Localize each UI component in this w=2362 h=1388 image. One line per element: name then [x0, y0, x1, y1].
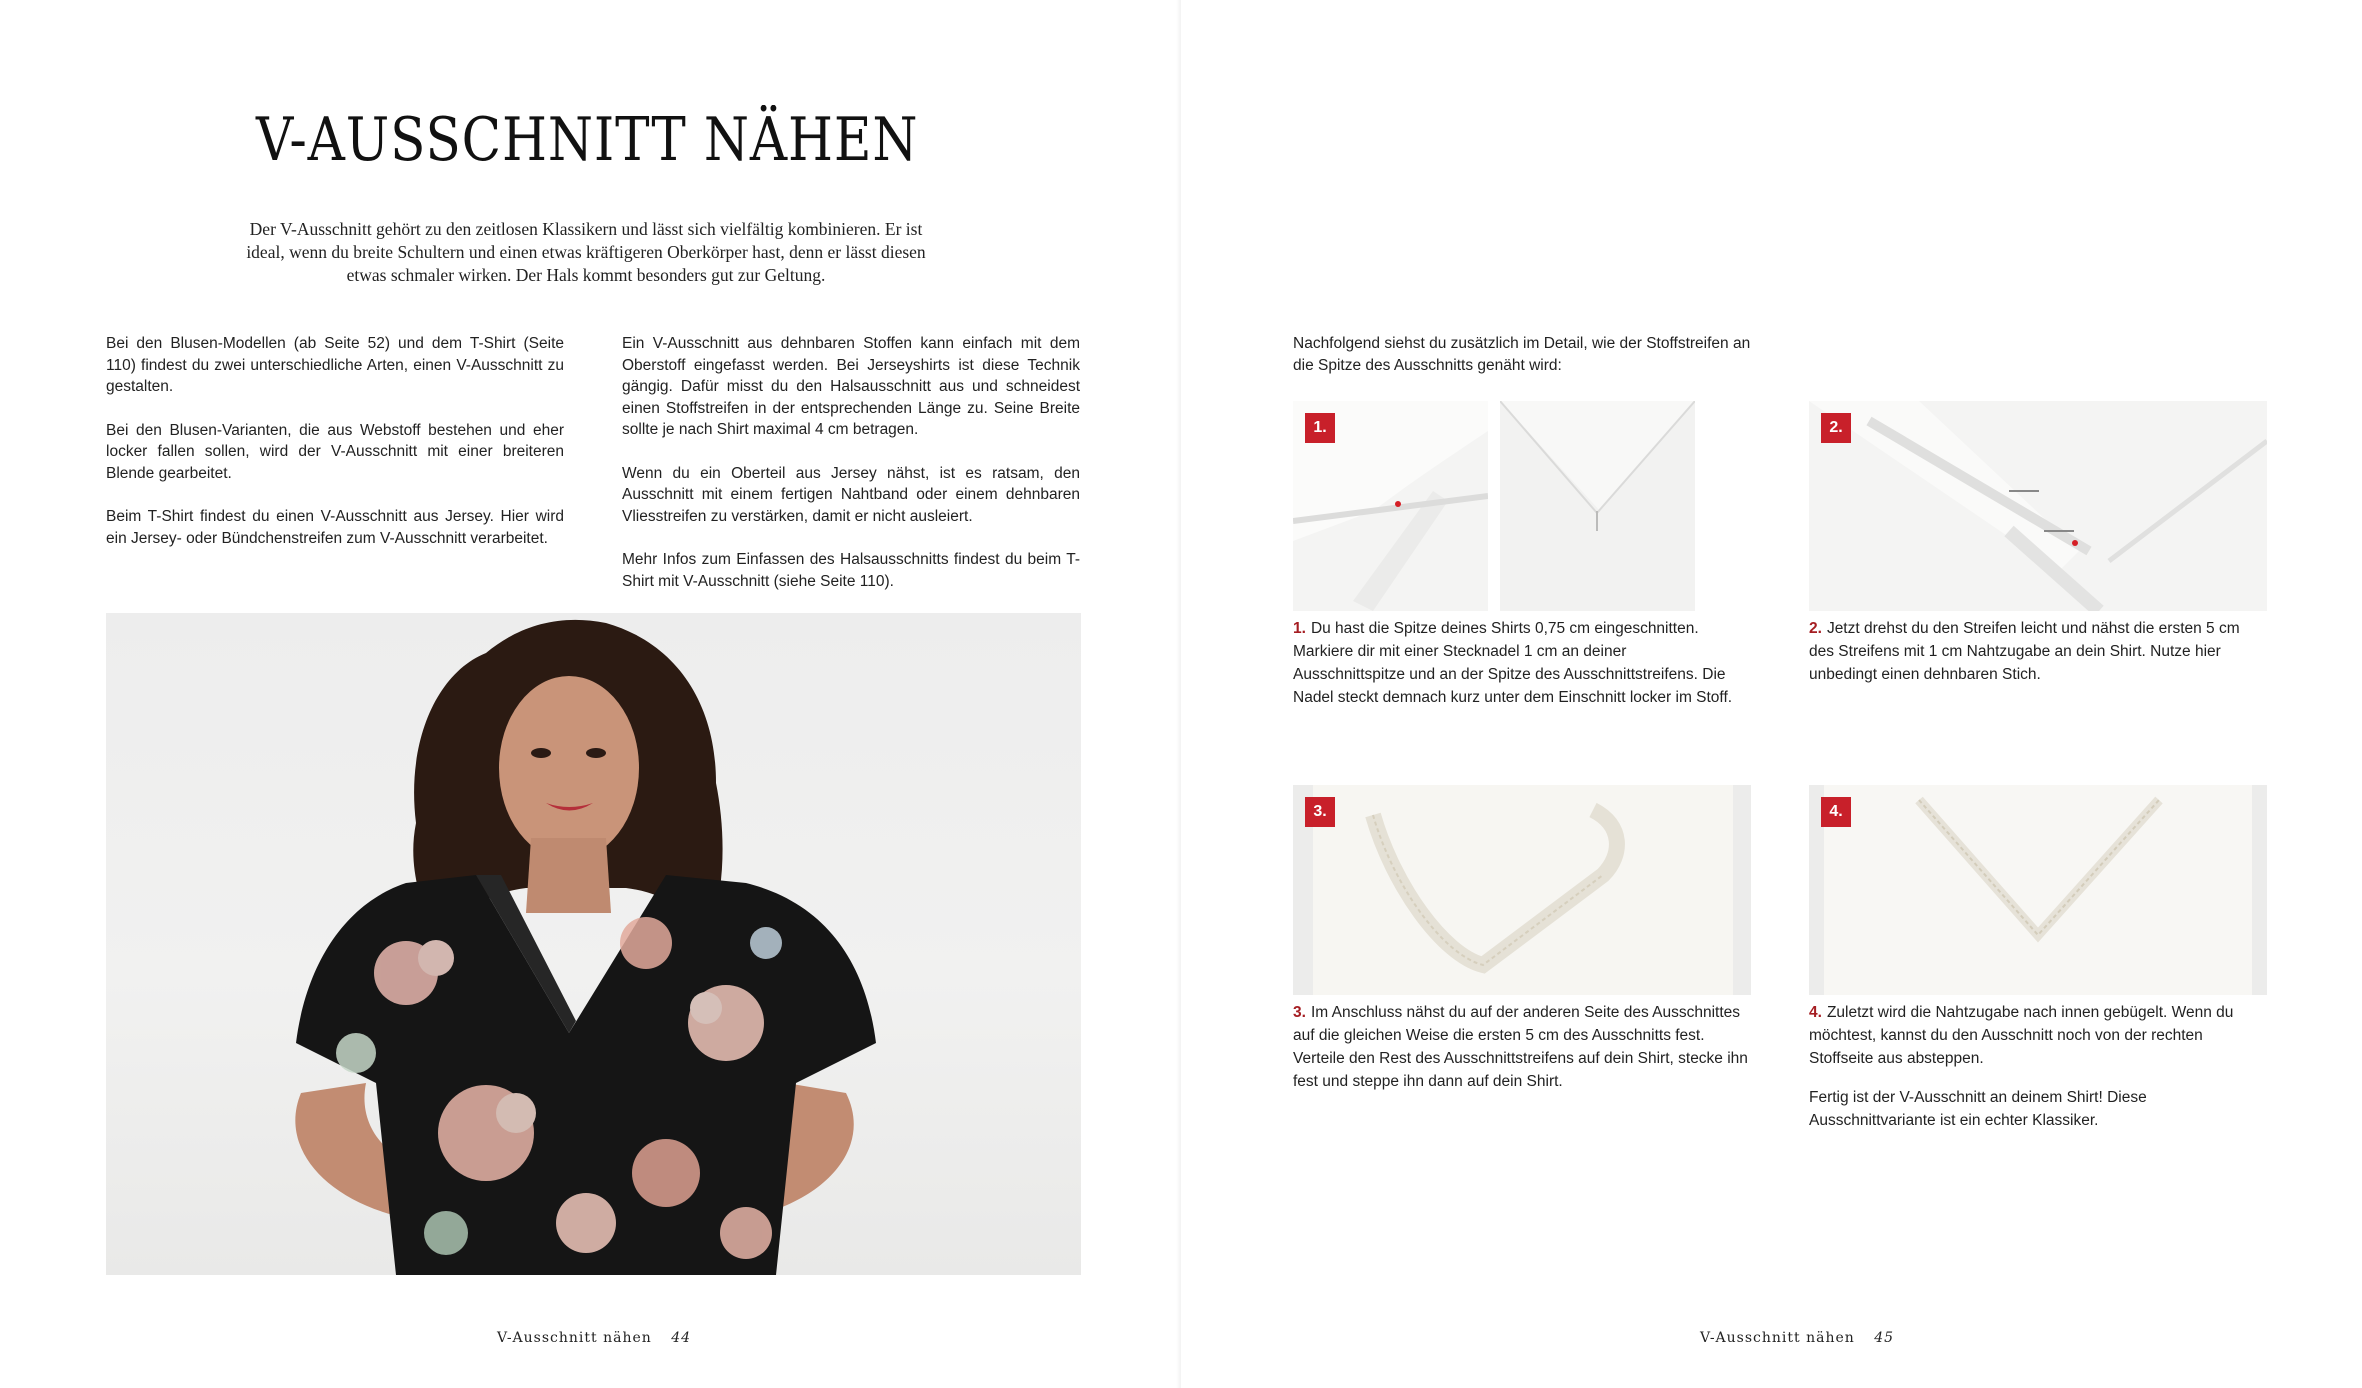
fabric-illustration — [1500, 401, 1695, 611]
page-title: V-AUSSCHNITT NÄHEN — [256, 105, 919, 175]
footer-label: V-Ausschnitt nähen — [1700, 1330, 1855, 1346]
paragraph: Ein V-Ausschnitt aus dehnbaren Stoffen kann einfach mit dem Oberstoff eingefasst werden. Bei Jerseyshirts ist diese Technik gängig. Dafür misst du den Halsausschnitt aus und schneidest einen Stoffstreifen in der entsprechenden Länge zu. Seine Breite sollte je nach Shirt maximal 4 cm betragen. — [622, 335, 1080, 438]
step-4-image — [1809, 785, 2267, 995]
paragraph: Mehr Infos zum Einfassen des Halsausschnitts findest du beim T-Shirt mit V-Ausschnitt (siehe Seite 110). — [622, 551, 1080, 590]
right-page — [1181, 0, 2362, 1388]
model-illustration — [106, 613, 1081, 1275]
paragraph: Beim T-Shirt findest du einen V-Ausschnitt aus Jersey. Hier wird ein Jersey- oder Bündchenstreifen zum V-Ausschnitt verarbeitet. — [106, 508, 564, 547]
footer-label: V-Ausschnitt nähen — [497, 1330, 652, 1346]
paragraph: Bei den Blusen-Varianten, die aus Webstoff bestehen und eher locker fallen sollen, wird der V-Ausschnitt mit einer breiteren Blende gearbeitet. — [106, 421, 564, 482]
model-photo — [106, 613, 1081, 1275]
fabric-illustration — [1293, 785, 1751, 995]
step-badge: 3. — [1305, 797, 1335, 827]
page-number: 44 — [671, 1330, 692, 1346]
step-number: 1. — [1293, 620, 1306, 637]
intro-text: Der V-Ausschnitt gehört zu den zeitlosen Klassikern und lässt sich vielfältig kombinieren. Er ist ideal, wenn du breite Schultern und einen etwas kräftigeren Oberkörper hast, denn er lässt diesen etwas schmaler wirken. Der Hals kommt besonders gut zur Geltung. — [246, 219, 926, 285]
step-4-text: 4. Zuletzt wird die Nahtzugabe nach innen gebügelt. Wenn du möchtest, kannst du den Ausschnitt noch von der rechten Stoffseite aus absteppen. Fertig ist der V-Ausschnitt an deinem Shirt! Diese Ausschnittvariante ist ein echter Klassiker. — [1809, 1001, 2267, 1148]
step-3-text: 3. Im Anschluss nähst du auf der anderen Seite des Ausschnittes auf die gleichen Weise die ersten 5 cm des Ausschnitts fest. Verteile den Rest des Ausschnittstreifens auf dein Shirt, stecke ihn fest und steppe ihn dann auf dein Shirt. — [1293, 1004, 1748, 1090]
step-badge: 2. — [1821, 413, 1851, 443]
text-column-left — [106, 333, 564, 571]
step-1-image-b — [1500, 401, 1695, 611]
step-badge: 1. — [1305, 413, 1335, 443]
step-3-image — [1293, 785, 1751, 995]
fabric-illustration — [1809, 401, 2267, 611]
step-badge: 4. — [1821, 797, 1851, 827]
page-number: 45 — [1874, 1330, 1895, 1346]
footer-right — [1700, 1330, 1894, 1346]
step-number: 2. — [1809, 620, 1822, 637]
step-number: 3. — [1293, 1004, 1306, 1021]
step-1-image-a — [1293, 401, 1488, 611]
footer-left — [497, 1330, 691, 1346]
step-2-image — [1809, 401, 2267, 611]
text-column-middle — [622, 333, 1080, 614]
paragraph: Bei den Blusen-Modellen (ab Seite 52) und dem T-Shirt (Seite 110) findest du zwei unterschiedliche Arten, einen V-Ausschnitt zu gestalten. — [106, 335, 564, 395]
step-number: 4. — [1809, 1004, 1822, 1021]
fabric-illustration — [1809, 785, 2267, 995]
detail-intro: Nachfolgend siehst du zusätzlich im Detail, wie der Stoffstreifen an die Spitze des Ausschnitts genäht wird: — [1293, 335, 1751, 374]
paragraph: Wenn du ein Oberteil aus Jersey nähst, ist es ratsam, den Ausschnitt mit einem fertigen Nahtband oder einem dehnbaren Vliesstreifen zu verstärken, damit er nicht ausleiert. — [622, 464, 1080, 525]
step-2-text: 2. Jetzt drehst du den Streifen leicht und nähst die ersten 5 cm des Streifens mit 1 cm Nahtzugabe an dein Shirt. Nutze hier unbedingt einen dehnbaren Stich. — [1809, 620, 2240, 683]
step-1-text: 1. Du hast die Spitze deines Shirts 0,75 cm eingeschnitten. Markiere dir mit einer Stecknadel 1 cm an deiner Ausschnittspitze und an der Spitze des Ausschnittstreifens. Die Nadel steckt demnach kurz unter dem Einschnitt locker im Stoff. — [1293, 620, 1733, 706]
closing-text: Fertig ist der V-Ausschnitt an deinem Shirt! Diese Ausschnittvariante ist ein echter Klassiker. — [1809, 1089, 2147, 1129]
